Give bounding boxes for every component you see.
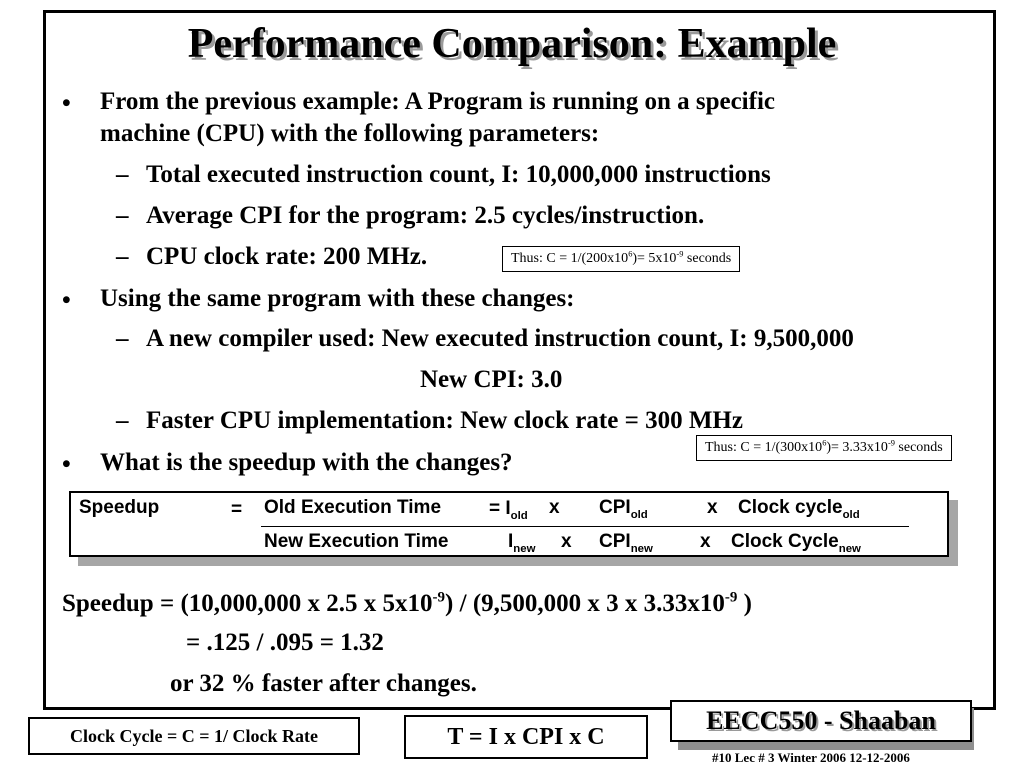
calc-line-2: = .125 / .095 = 1.32 xyxy=(186,629,384,656)
slide-footnote: #10 Lec # 3 Winter 2006 12-12-2006 xyxy=(712,750,910,765)
formula-cpi-old: $CPI_{old}$ xyxy=(599,497,648,521)
calc-line-3: or 32 % faster after changes. xyxy=(170,670,477,697)
formula-times: x xyxy=(700,531,711,552)
sub-item-new-cpi: New CPI: 3.0 xyxy=(420,366,563,393)
dash-marker: – xyxy=(116,407,129,434)
speedup-formula-box xyxy=(69,491,949,557)
dash-marker: – xyxy=(116,202,129,229)
fraction-bar xyxy=(261,526,909,527)
calc-line-1: Speedup = (10,000,000 x 2.5 x $5x10^{-9}) / (9,500,000$ x 3 x $3.33x10^{-9}$ ) xyxy=(62,589,752,617)
formula-cpi-new: $CPI_{new}$ xyxy=(599,531,653,555)
formula-i-new: $I_{new}$ xyxy=(508,531,536,555)
bullet-1-line-2: machine (CPU) with the following parameters: xyxy=(100,120,600,147)
dash-marker: – xyxy=(116,243,129,270)
formula-times: x xyxy=(707,497,718,518)
bullet-marker: • xyxy=(62,90,71,117)
sub-item-faster-cpu: Faster CPU implementation: New clock rate = 300 MHz xyxy=(146,407,743,434)
formula-numerator-terms: = $I_{old}$ xyxy=(489,498,528,522)
formula-times: x xyxy=(561,531,572,552)
execution-time-formula-box: T = I x CPI x C xyxy=(404,715,648,759)
sub-item-clock-rate: CPU clock rate: 200 MHz. xyxy=(146,243,428,270)
sub-item-instruction-count: Total executed instruction count, I: 10,000,000 instructions xyxy=(146,161,771,188)
slide-title: Performance Comparison: Example xyxy=(187,21,837,67)
dash-marker: – xyxy=(116,161,129,188)
course-label: EECC550 - Shaaban xyxy=(670,700,972,742)
formula-times: x xyxy=(549,497,560,518)
dash-marker: – xyxy=(116,325,129,352)
note-clock-cycle-300mhz: Thus: $C = 1/(300x10^6)= 3.33x10^{-9}$ seconds xyxy=(696,435,952,461)
bullet-2: Using the same program with these changes: xyxy=(100,285,575,312)
bullet-marker: • xyxy=(62,287,71,314)
sub-item-average-cpi: Average CPI for the program: 2.5 cycles/instruction. xyxy=(146,202,705,229)
formula-clock-cycle-old: Clock cycle$_{old}$ xyxy=(738,497,860,521)
formula-numerator: Old Execution Time xyxy=(264,497,442,518)
formula-clock-cycle-new: Clock Cycle$_{new}$ xyxy=(731,531,861,555)
bullet-3: What is the speedup with the changes? xyxy=(100,449,513,476)
note-clock-cycle-200mhz: Thus: $C = 1/(200x10^6)= 5x10^{-9}$ seconds xyxy=(502,246,740,272)
bullet-1-line-1: From the previous example: A Program is running on a specific xyxy=(100,88,775,115)
formula-denominator: New Execution Time xyxy=(264,531,449,552)
bullet-marker: • xyxy=(62,451,71,478)
clock-cycle-formula-box: Clock Cycle = C = 1/ Clock Rate xyxy=(28,717,360,755)
formula-speedup-label: Speedup xyxy=(79,497,160,518)
formula-equals: = xyxy=(231,499,243,520)
sub-item-new-compiler: A new compiler used: New executed instruction count, I: 9,500,000 xyxy=(146,325,854,352)
